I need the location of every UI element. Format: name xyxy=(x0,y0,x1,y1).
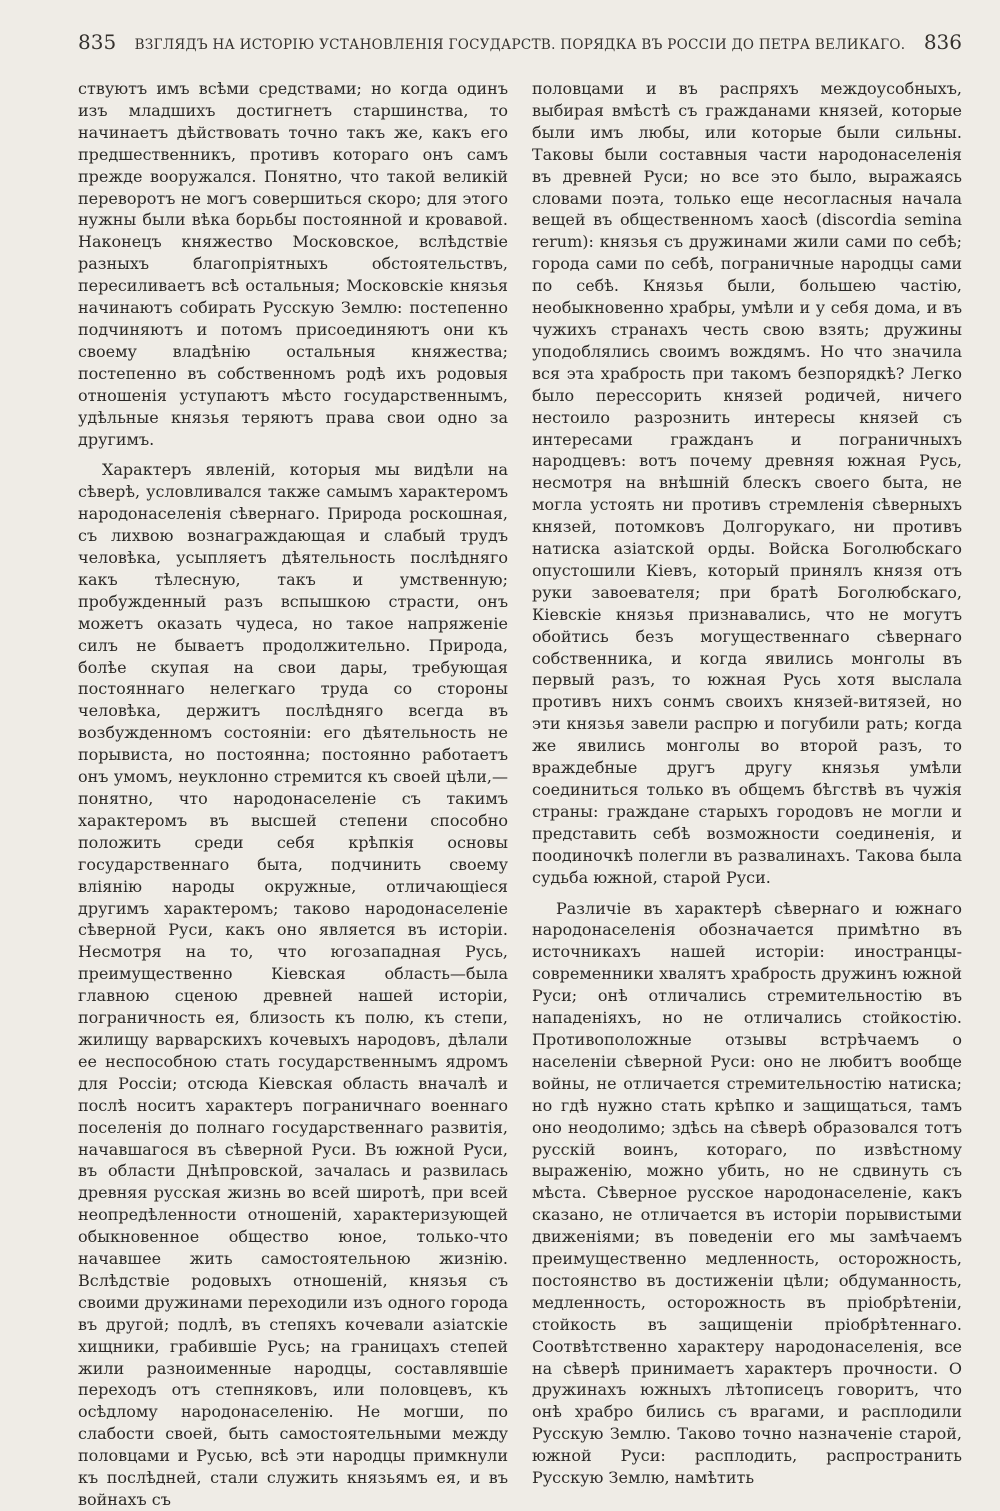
running-header xyxy=(78,30,962,60)
paragraph: ствуютъ имъ всѣми средствами; но когда одинъ изъ младшихъ достигнетъ старшинства, то начинаетъ дѣйствовать точно такъ же, какъ его предшественникъ, противъ котораго онъ самъ прежде вооружался. Понятно, что такой великій переворотъ не могъ совершиться скоро; для этого нужны были вѣка борьбы постоянной и кровавой. Наконецъ княжество Московское, вслѣдствіе разныхъ благопріятныхъ обстоятельствъ, пересиливаетъ всѣ остальныя; Московскіе князья начинаютъ собирать Русскую Землю: постепенно подчиняютъ и потомъ присоединяютъ они къ своему владѣнію остальныя княжества; постепенно въ собственномъ родѣ ихъ родовыя отношенія уступаютъ мѣсто государственнымъ, удѣльные князья теряютъ права свои одно за другимъ. xyxy=(78,79,508,449)
paragraph: половцами и въ распряхъ междоусобныхъ, выбирая вмѣстѣ съ гражданами князей, которые были имъ любы, или которые были сильны. Таковы были составныя части народонаселенія въ древней Руси; но все это было, выражаясь словами поэта, только еще несогласныя начала вещей въ общественномъ хаосѣ (discordia semina rerum): князья съ дружинами жили сами по себѣ; города сами по себѣ, пограничные народцы сами по себѣ. Князья были, большею частію, необыкновенно храбры, умѣли и у себя дома, и въ чужихъ странахъ честь свою взять; дружины уподоблялись своимъ вождямъ. Но что значила вся эта храбрость при такомъ безпорядкѣ? Легко было перессорить князей родичей, ничего нестоило разрознить интересы князей съ интересами гражданъ и пограничныхъ народцевъ: вотъ почему древняя южная Русь, несмотря на внѣшній блескъ своего быта, не могла устоять ни противъ стремленія сѣверныхъ князей, потомковъ Долгорукаго, ни противъ натиска азіатской орды. Войска Боголюбскаго опустошили Кіевъ, который принялъ князя отъ руки завоевателя; при братѣ Боголюбскаго, Кіевскіе князья признавались, что не могутъ обойтись безъ могущественнаго сѣвернаго собственника, и когда явились монголы въ первый разъ, то южная Русь хотя выслала противъ нихъ сонмъ своихъ князей-витязей, но эти князья завели распрю и погубили рать; когда же явились монголы во второй разъ, то враждебные другъ другу князья умѣли соединиться только въ общемъ бѣгствѣ въ чужія страны: граждане старыхъ городовъ не могли и представить себѣ возможности соединенія, и поодиночкѣ полегли въ развалинахъ. Такова была судьба южной, старой Руси. xyxy=(532,79,962,887)
paragraph: Различіе въ характерѣ сѣвернаго и южнаго народонаселенія обозначается примѣтно въ источникахъ нашей исторіи: иностранцы-современники хвалятъ храбрость дружинъ южной Руси; онѣ отличались стремительностію въ нападеніяхъ, но не отличались стойкостію. Противоположные отзывы встрѣчаемъ о населеніи сѣверной Руси: оно не любитъ вообще войны, не отличается стремительностію натиска; но гдѣ нужно стать крѣпко и защищаться, тамъ оно неодолимо; здѣсь на сѣверѣ образовался тотъ русскій воинъ, котораго, по извѣстному выраженію, можно убить, но не сдвинуть съ мѣста. Сѣверное русское народонаселеніе, какъ сказано, не отличается въ исторіи порывистыми движеніями; въ поведеніи его мы замѣчаемъ преимущественно медленность, осторожность, постоянство въ достиженіи цѣли; обдуманность, медленность, осторожность въ пріобрѣтеніи, стойкость въ защищеніи пріобрѣтеннаго. Соотвѣтственно характеру народонаселенія, все на сѣверѣ принимаетъ характеръ прочности. О дружинахъ южныхъ лѣтописецъ говоритъ, что онѣ храбро бились съ врагами, и расплодили Русскую Землю. Таково точно назначеніе старой, южной Руси: расплодить, распространить Русскую Землю, намѣтить xyxy=(532,898,962,1488)
right-column xyxy=(532,78,962,1511)
right-page-number: 836 xyxy=(923,30,962,54)
paragraph: Характеръ явленій, которыя мы видѣли на сѣверѣ, условливался также самымъ характеромъ народонаселенія сѣвернаго. Природа роскошная, съ лихвою вознаграждающая и слабый трудъ человѣка, усыпляетъ дѣятельность послѣдняго какъ тѣлесную, такъ и умственную; пробужденный разъ вспышкою страсти, онъ можетъ оказать чудеса, но такое напряженіе силъ не бываетъ продолжительно. Природа, болѣе скупая на свои дары, требующая постояннаго нелегкаго труда со стороны человѣка, держитъ послѣдняго всегда въ возбужденномъ состояніи: его дѣятельность не порывиста, но постоянна; постоянно работаетъ онъ умомъ, неуклонно стремится къ своей цѣли,—понятно, что народонаселеніе съ такимъ характеромъ въ высшей степени способно положить среди себя крѣпкія основы государственнаго быта, подчинить своему вліянію народы окружные, отличающіеся другимъ характеромъ; таково народонаселеніе сѣверной Руси, какъ оно является въ исторіи. Несмотря на то, что югозападная Русь, преимущественно Кіевская область—была главною сценою древней нашей исторіи, пограничность ея, близость къ полю, къ степи, жилищу варварскихъ кочевыхъ народовъ, дѣлали ее неспособною стать государственнымъ ядромъ для Россіи; отсюда Кіевская область вначалѣ и послѣ носитъ характеръ пограничнаго военнаго поселенія до полнаго государственнаго развитія, начавшагося въ сѣверной Руси. Въ южной Руси, въ области Днѣпровской, зачалась и развилась древняя русская жизнь во всей широтѣ, при всей неопредѣленности отношеній, характеризующей обыкновенное общество юное, только-что начавшее жить самостоятельною жизнію. Вслѣдствіе родовыхъ отношеній, князья съ своими дружинами переходили изъ одного города въ другой; подлѣ, въ степяхъ кочевали азіатскіе хищники, грабившіе Русь; на границахъ степей жили разноименные народцы, составлявшіе переходъ отъ степняковъ, или половцевъ, къ осѣдлому народонаселенію. Не могши, по слабости своей, быть самостоятельными между половцами и Русью, всѣ эти народцы примкнули къ послѣдней, стали служить князьямъ ея, и въ войнахъ съ xyxy=(78,460,508,1509)
left-page-number: 835 xyxy=(78,30,117,54)
left-column xyxy=(78,78,508,1511)
running-title: ВЗГЛЯДЪ НА ИСТОРІЮ УСТАНОВЛЕНІЯ ГОСУДАРСТВ. ПОРЯДКА ВЪ РОССІИ ДО ПЕТРА ВЕЛИКАГО. xyxy=(134,37,906,53)
text-columns xyxy=(78,78,962,1511)
